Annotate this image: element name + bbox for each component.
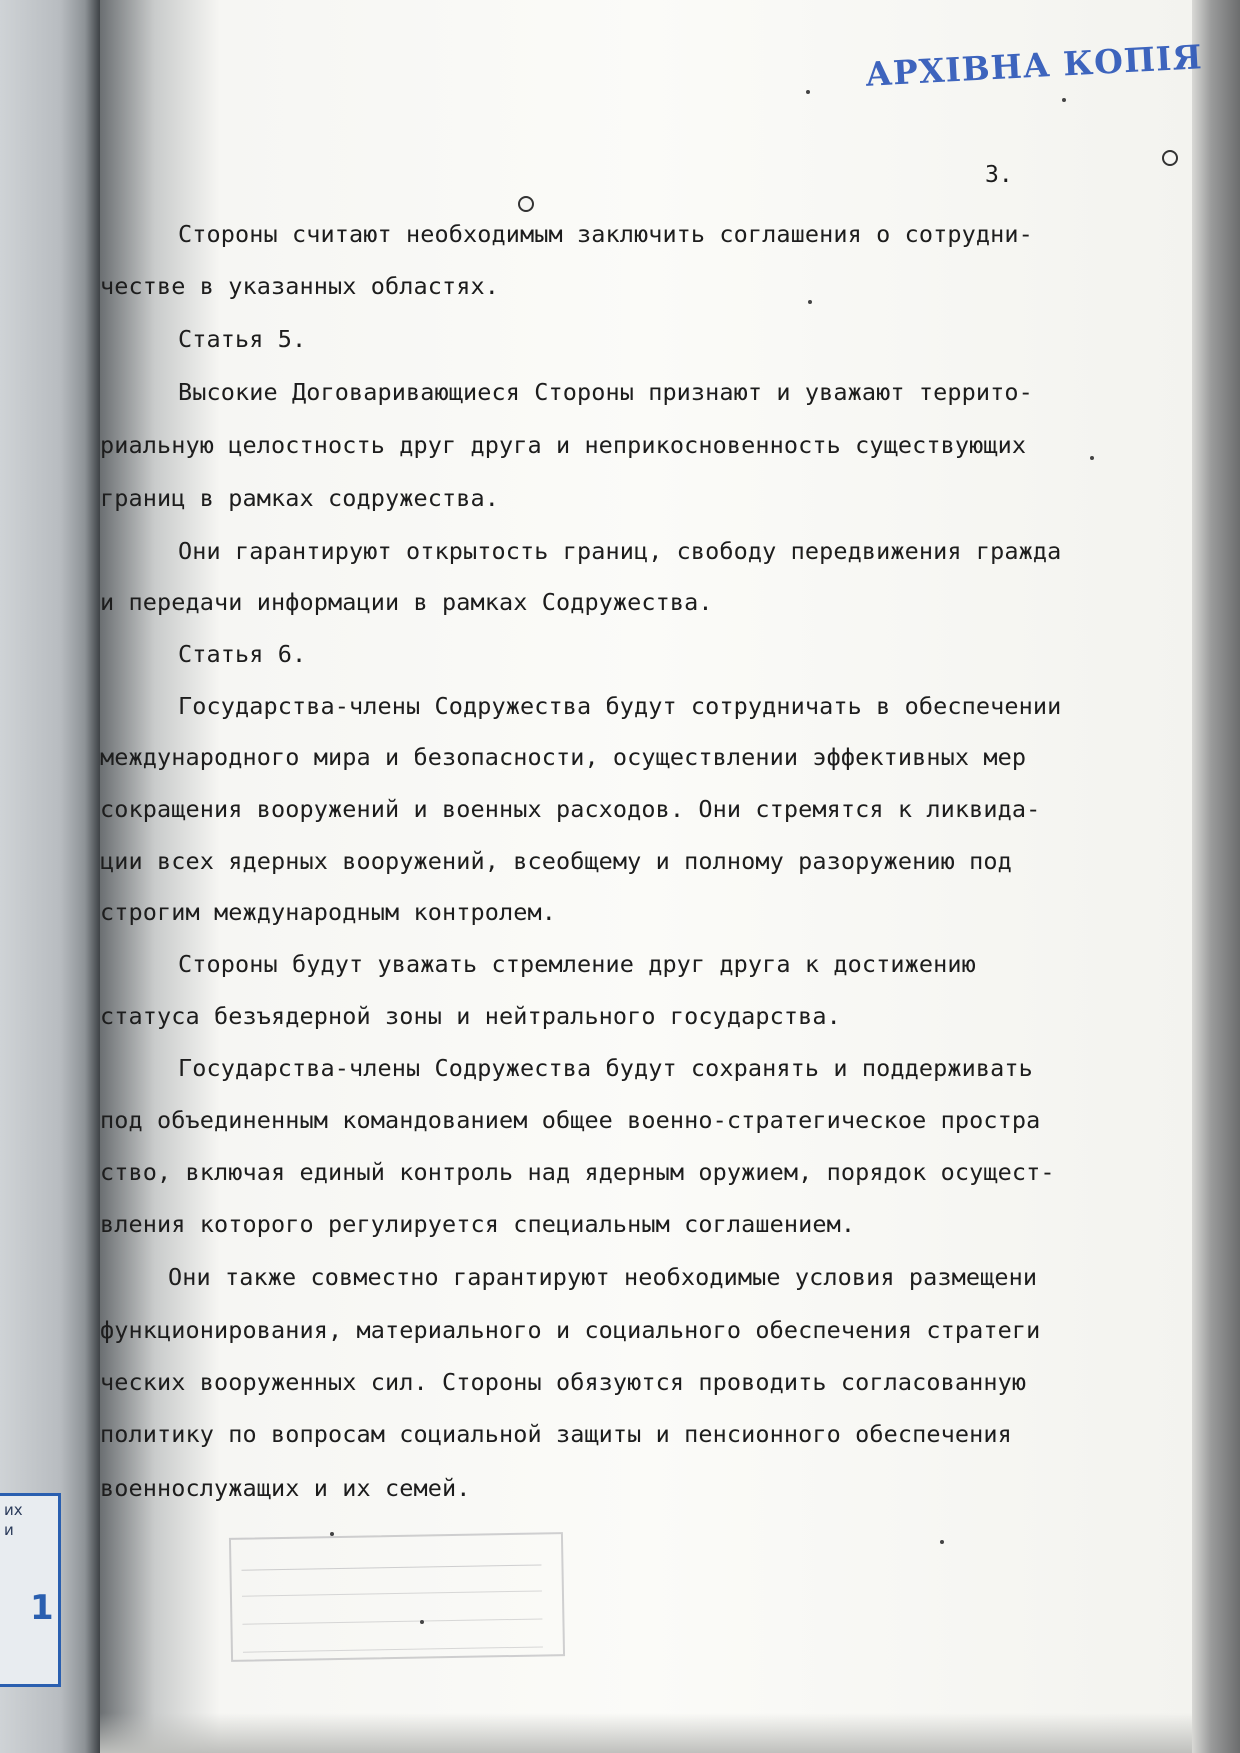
article-heading: Статья 6. xyxy=(178,640,307,668)
page-number: 3. xyxy=(985,162,1013,188)
text-line: вления которого регулируется специальным соглашением. xyxy=(100,1210,856,1238)
text-line: функционирования, материального и социального обеспечения стратеги xyxy=(100,1316,1041,1344)
text-line: Стороны считают необходимым заключить соглашения о сотрудни- xyxy=(178,220,1033,248)
text-line: Стороны будут уважать стремление друг друга к достижению xyxy=(178,950,976,978)
speck xyxy=(940,1540,944,1544)
text-line: и передачи информации в рамках Содружества. xyxy=(100,588,713,616)
registration-text: их и xyxy=(4,1501,23,1539)
text-line: Они гарантируют открытость границ, свободу передвижения гражда xyxy=(178,537,1062,565)
speck xyxy=(808,300,812,304)
speck xyxy=(1090,456,1094,460)
article-heading: Статья 5. xyxy=(178,325,307,353)
text-line: статуса безъядерной зоны и нейтрального государства. xyxy=(100,1002,841,1030)
text-line: ство, включая единый контроль над ядерным оружием, порядок осущест- xyxy=(100,1158,1055,1186)
text-line: Государства-члены Содружества будут сотрудничать в обеспечении xyxy=(178,692,1062,720)
speck xyxy=(1062,98,1066,102)
text-line: строгим международным контролем. xyxy=(100,898,556,926)
text-line: Государства-члены Содружества будут сохранять и поддерживать xyxy=(178,1054,1033,1082)
registration-number: 1 xyxy=(30,1588,54,1628)
text-line: ческих вооруженных сил. Стороны обязуются проводить согласованную xyxy=(100,1368,1027,1396)
text-line: сокращения вооружений и военных расходов. Они стремятся к ликвида- xyxy=(100,795,1041,823)
text-line: международного мира и безопасности, осуществлении эффективных мер xyxy=(100,743,1027,771)
text-line: границ в рамках содружества. xyxy=(100,484,499,512)
text-line: Они также совместно гарантируют необходимые условия размещени xyxy=(168,1263,1038,1291)
text-line: честве в указанных областях. xyxy=(100,272,499,300)
faded-archive-stamp xyxy=(229,1532,565,1662)
text-line: под объединенным командованием общее военно-стратегическое простра xyxy=(100,1106,1041,1134)
speck xyxy=(806,90,810,94)
text-line: политику по вопросам социальной защиты и пенсионного обеспечения xyxy=(100,1420,1012,1448)
text-line: Высокие Договаривающиеся Стороны признают и уважают террито- xyxy=(178,378,1033,406)
text-line: ции всех ядерных вооружений, всеобщему и полному разоружению под xyxy=(100,847,1012,875)
text-line: риальную целостность друг друга и неприкосновенность существующих xyxy=(100,431,1027,459)
archive-copy-stamp: АРХІВНА КОПІЯ xyxy=(864,37,1204,94)
text-line: военнослужащих и их семей. xyxy=(100,1474,471,1502)
